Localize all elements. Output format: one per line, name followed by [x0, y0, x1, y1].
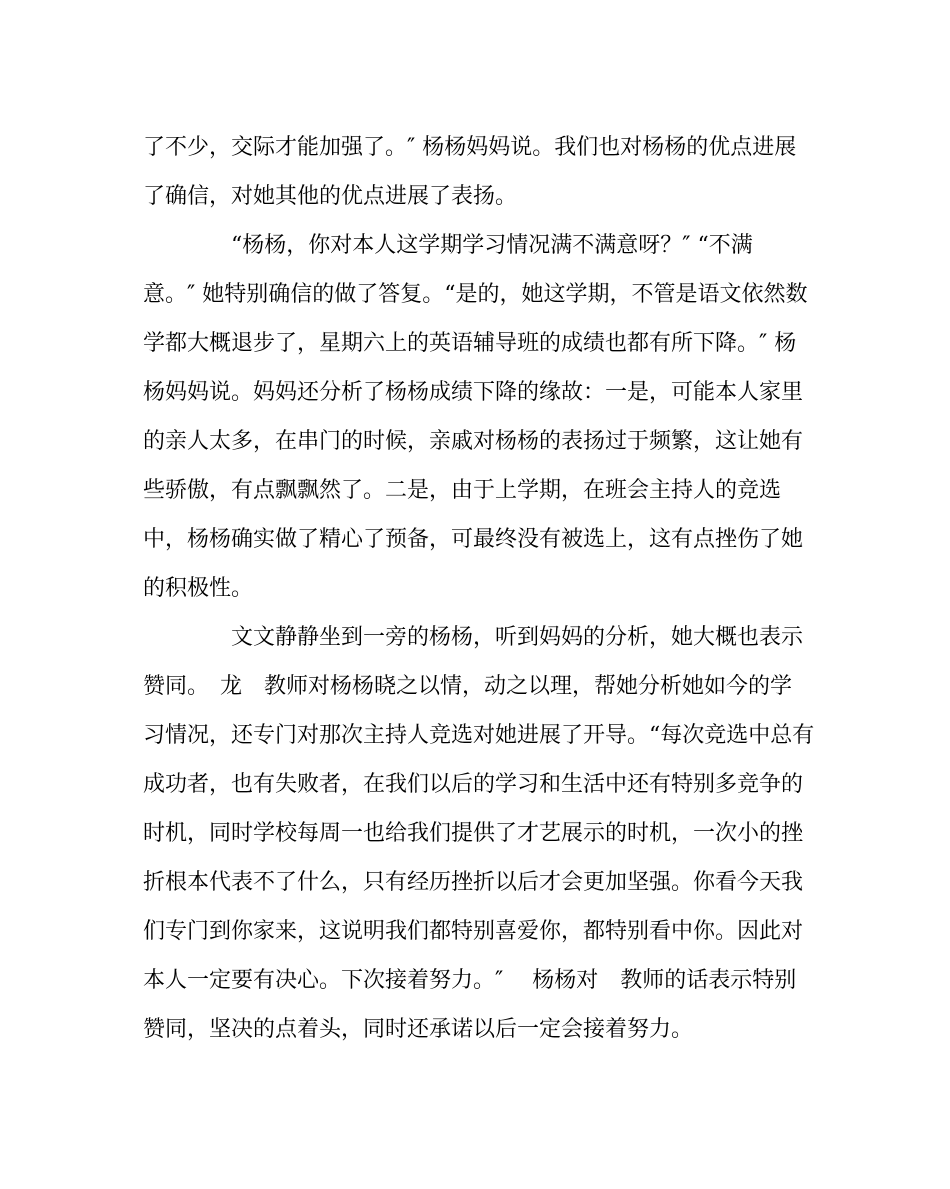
- text-line-15: 时机，同时学校每周一也给我们提供了才艺展示的时机，一次小的挫: [143, 821, 804, 846]
- text-line-8: 些骄傲，有点飘飘然了。二是，由于上学期，在班会主持人的竞选: [143, 478, 782, 503]
- text-line-6: 杨妈妈说。妈妈还分析了杨杨成绩下降的缘故：一是，可能本人家里: [143, 380, 804, 405]
- text-line-5: 学都大概退步了，星期六上的英语辅导班的成绩也都有所下降。″ 杨: [143, 331, 797, 356]
- text-line-9: 中，杨杨确实做了精心了预备，可最终没有被选上，这有点挫伤了她: [143, 527, 804, 552]
- text-line-18: 本人一定要有决心。下次接着努力。″ 杨杨对 教师的话表示特别: [143, 968, 797, 993]
- text-line-1: 了不少，交际才能加强了。″ 杨杨妈妈说。我们也对杨杨的优点进展: [143, 135, 797, 160]
- text-line-14: 成功者，也有失败者，在我们以后的学习和生活中还有特别多竞争的: [143, 772, 804, 797]
- text-line-3: “杨杨，你对本人这学期学习情况满不满意呀？″ “不满: [231, 233, 753, 258]
- text-line-10: 的积极性。: [143, 576, 254, 601]
- text-line-19: 赞同，坚决的点着头，同时还承诺以后一定会接着努力。: [143, 1017, 694, 1042]
- text-line-13: 习情况，还专门对那次主持人竞选对她进展了开导。“每次竞选中总有: [143, 723, 815, 748]
- text-line-12: 赞同。 龙 教师对杨杨晓之以情，动之以理，帮她分析她如今的学: [143, 674, 793, 699]
- text-line-7: 的亲人太多，在串门的时候，亲戚对杨杨的表扬过于频繁，这让她有: [143, 429, 804, 454]
- body-text: [143, 123, 823, 1054]
- text-line-11: 文文静静坐到一旁的杨杨，听到妈妈的分析，她大概也表示: [231, 625, 804, 650]
- text-line-17: 们专门到你家来，这说明我们都特别喜爱你，都特别看中你。因此对: [143, 919, 804, 944]
- text-line-4: 意。″ 她特别确信的做了答复。“是的，她这学期，不管是语文依然数: [143, 282, 808, 307]
- text-line-16: 折根本代表不了什么，只有经历挫折以后才会更加坚强。你看今天我: [143, 870, 804, 895]
- text-line-2: 了确信，对她其他的优点进展了表扬。: [143, 184, 518, 209]
